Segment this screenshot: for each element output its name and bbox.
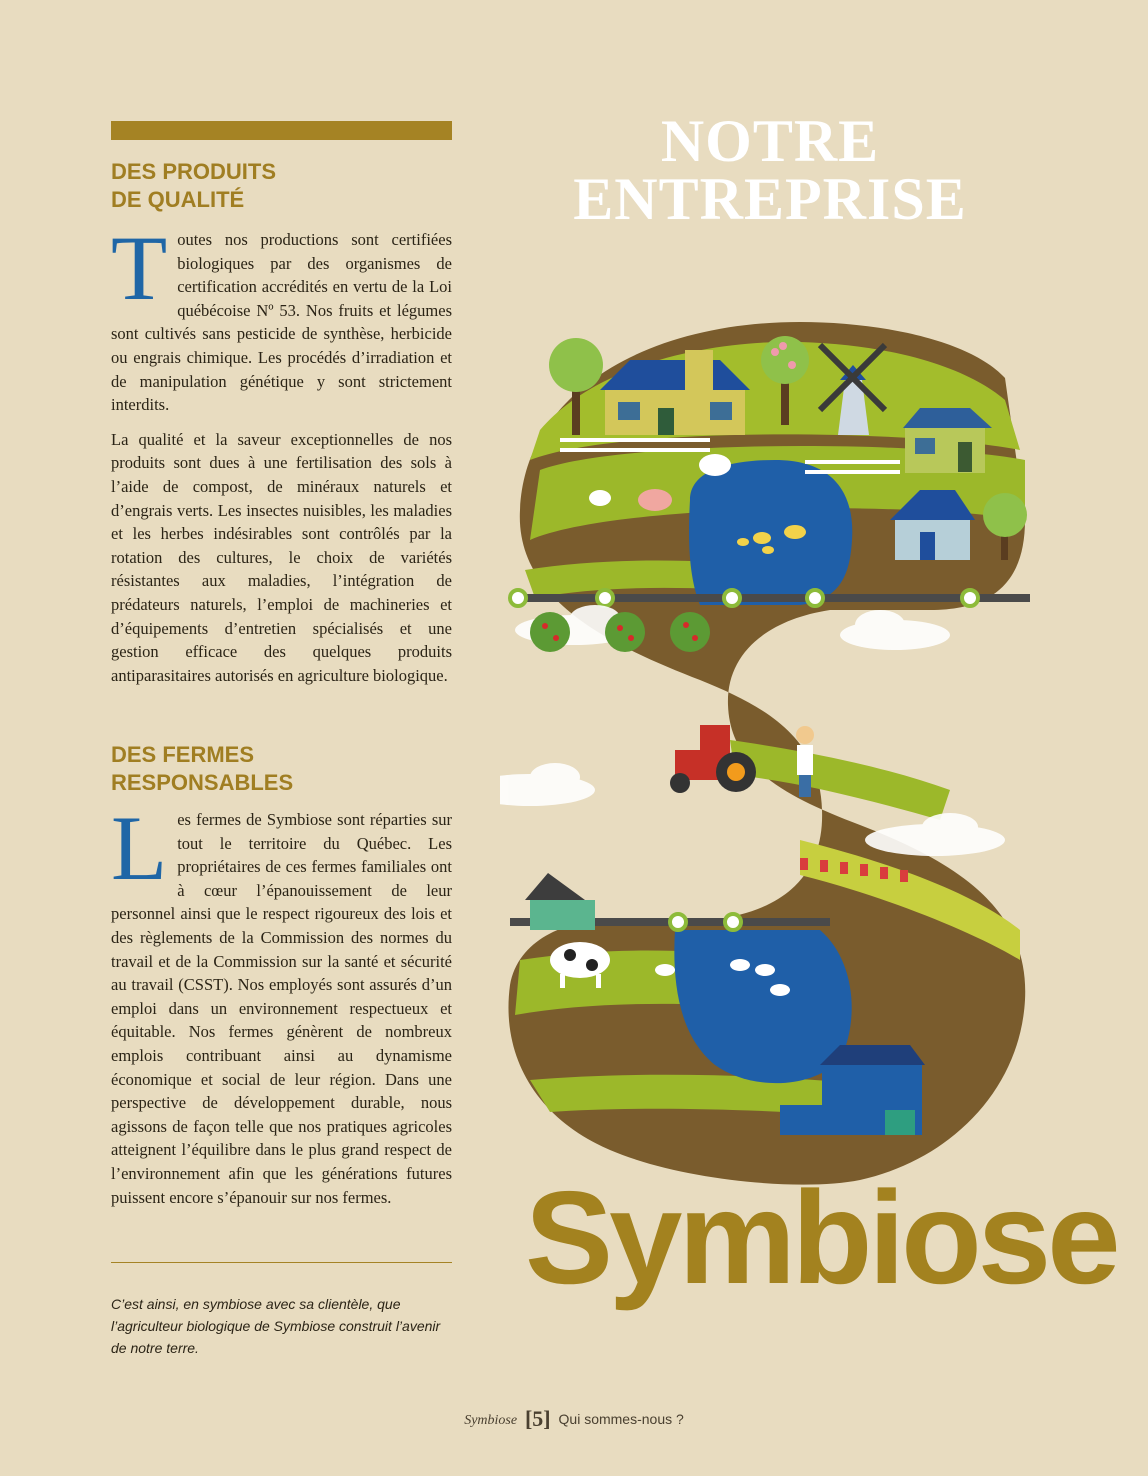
- road: [510, 594, 1030, 602]
- farmhouse-icon: [525, 873, 595, 930]
- hero-title: [540, 108, 1000, 232]
- fruit-tree-row: [530, 612, 710, 652]
- farm-s-illustration: [500, 320, 1040, 1200]
- title-line: RESPONSABLES: [111, 770, 294, 795]
- section-body-quality: [111, 217, 452, 698]
- hero-title-line: ENTREPRISE: [573, 166, 967, 232]
- page-number: 5: [532, 1406, 544, 1431]
- page-footer: [0, 1404, 1148, 1436]
- hero-title-line: NOTRE: [660, 108, 880, 174]
- closing-statement: C’est ainsi, en symbiose avec sa clientèle, que l’agriculteur biologique de Symbiose construit l’avenir de notre terre.: [111, 1296, 441, 1356]
- paragraph: [111, 217, 452, 417]
- section-title-farms: [111, 741, 451, 797]
- section-body-farms: [111, 797, 452, 1220]
- title-line: DES PRODUITS: [111, 159, 277, 184]
- dropcap: L: [111, 797, 168, 899]
- dropcap: T: [111, 217, 168, 319]
- pig-icon: [638, 489, 672, 511]
- section-title-quality: [111, 158, 451, 214]
- paragraph-text: es fermes de Symbiose sont réparties sur tout le territoire du Québec. Les propriétaires de ces fermes familiales ont à cœur l’épanouissement de leur personnel ainsi que le respect rigoureux des lois et des règlements de la Commission des normes du travail et de la Commission sur la santé et sécurité au travail (CSST). Nos employés sont assurés d’un emploi dans un environnement respectueux et équitable. Nos fermes génèrent de nombreux emplois contribuant ainsi au dynamisme économique et social de leur région. Dans une perspective de développement durable, nous agissons de façon telle que nos pratiques agricoles atteignent l’équilibre dans le plus grand respect de l’environnement afin que les générations futures puissent encore s’épanouir sur nos fermes.: [111, 810, 452, 1207]
- paragraph: La qualité et la saveur exceptionnelles de nos produits sont dues à une fertilisation des sols à l’aide de compost, de minéraux naturels et d’engrais verts. Les insectes nuisibles, les maladies et les herbes indésirables sont contrôlés par la rotation des cultures, le choix de variétés résistantes aux maladies, l’intégration de prédateurs naturels, l’emploi de machineries et d’équipements d’entretien spécialisés et une gestion efficace des quelques produits antiparasitaires autorisés en agriculture biologique.: [111, 429, 452, 685]
- title-line: DES FERMES: [111, 742, 255, 767]
- paragraph: [111, 797, 452, 1209]
- title-line: DE QUALITÉ: [111, 187, 245, 212]
- sheep-icon: [589, 490, 611, 506]
- divider-rule: [111, 1262, 452, 1263]
- paragraph-text: outes nos productions sont certifiées biologiques par des organismes de certification accrédités en vertu de la Loi québécoise Nº 53. Nos fruits et légumes sont cultivés sans pesticide de synthèse, herbicide ou engrais chimique. Les procédés d’irradiation et de manipulation génétique y sont strictement interdits.: [111, 230, 452, 415]
- sheep-icon: [699, 454, 731, 476]
- footer-page-number: [5]: [524, 1406, 551, 1431]
- brand-wordmark: Symbiose: [525, 1164, 1117, 1311]
- gold-header-bar: [111, 121, 452, 140]
- footer-section: Qui sommes-nous ?: [558, 1411, 684, 1427]
- crop-band: [730, 740, 950, 820]
- pond-icon: [689, 460, 852, 605]
- footer-publication: Symbiose: [464, 1413, 518, 1428]
- farmhouse-icon: [903, 408, 992, 473]
